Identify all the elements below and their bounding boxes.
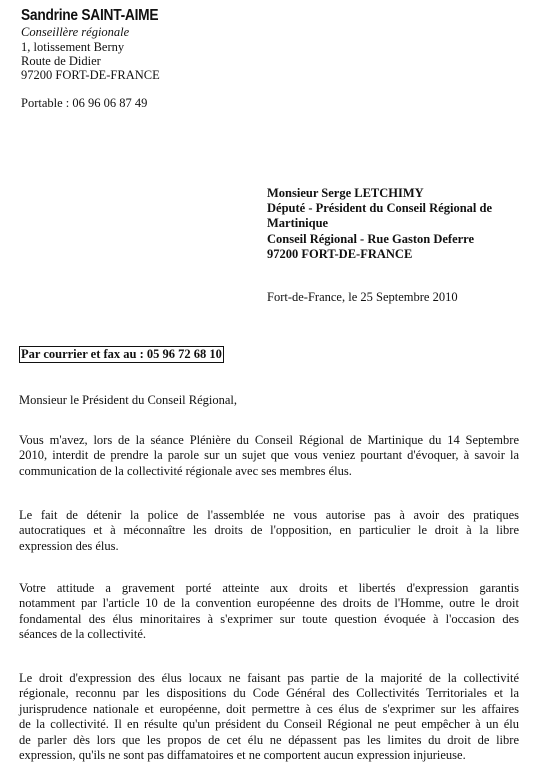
sender-role: Conseillère régionale [21, 25, 130, 39]
salutation: Monsieur le Président du Conseil Régional, [19, 393, 238, 407]
paragraph-line: de parler dès lors que les propos de cet élu ne dépassent pas les limites du droit de libre [19, 732, 519, 747]
recipient-line: Monsieur Serge LETCHIMY [267, 186, 424, 200]
paragraph-line: de la collectivité. Il en résulte qu'un président du Conseil Régional ne peut empêcher à un élu [19, 717, 519, 732]
recipient-line: Député - Président du Conseil Régional de [267, 201, 492, 215]
paragraph-line: notamment par l'article 10 de la convention européenne des droits de l'Homme, outre le droit [19, 596, 519, 611]
body-paragraph [19, 671, 519, 763]
paragraph-line: expression des élus. [19, 538, 119, 553]
sender-address-line: 97200 FORT-DE-FRANCE [21, 68, 160, 82]
paragraph-line: Le fait de détenir la police de l'assemblée ne vous autorise pas à avoir des pratiques [19, 508, 519, 522]
body-paragraph [19, 433, 519, 479]
paragraph-line: fondamental des élus minoritaires à s'exprimer sur toute question évoquée à l'occasion des [19, 611, 519, 626]
paragraph-line: jurisprudence nationale et européenne, doit permettre à ces élus de s'exprimer sur les affaires [19, 701, 519, 716]
paragraph-line: communication de la collectivité régionale avec ses membres élus. [19, 463, 352, 478]
recipient-line: Martinique [267, 216, 329, 230]
recipient-line: Conseil Régional - Rue Gaston Deferre [267, 232, 475, 246]
body-paragraph [19, 581, 519, 643]
body-paragraph [19, 508, 519, 554]
paragraph-line: 2010, interdit de prendre la parole sur un sujet que vous veniez pourtant d'évoquer, à savoir la [19, 448, 519, 463]
paragraph-line: autocratiques et à méconnaître les droits de l'opposition, en particulier le droit à la libre [19, 523, 519, 538]
letter-date: Fort-de-France, le 25 Septembre 2010 [267, 290, 458, 304]
sender-address-line: Route de Didier [21, 54, 101, 68]
paragraph-line: expression, qu'ils ne sont pas diffamatoires et ne comportent aucun expression injurieuse. [19, 748, 466, 763]
recipient-line: 97200 FORT-DE-FRANCE [267, 247, 413, 261]
sender-phone: Portable : 06 96 06 87 49 [21, 96, 148, 110]
paragraph-line: Votre attitude a gravement porté atteinte aux droits et libertés d'expression garantis [19, 581, 519, 595]
sender-name: Sandrine SAINT-AIME [21, 7, 159, 24]
paragraph-line: Vous m'avez, lors de la séance Plénière du Conseil Régional de Martinique du 14 Septembre [19, 433, 519, 447]
delivery-note: Par courrier et fax au : 05 96 72 68 10 [21, 347, 222, 361]
paragraph-line: Le droit d'expression des élus locaux ne faisant pas partie de la majorité de la collectivité [19, 671, 519, 685]
paragraph-line: régionale, reconnu par les dispositions du Code Général des Collectivités Territoriales et la [19, 686, 519, 701]
sender-address-line: 1, lotissement Berny [21, 40, 125, 54]
paragraph-line: séances de la collectivité. [19, 627, 147, 642]
